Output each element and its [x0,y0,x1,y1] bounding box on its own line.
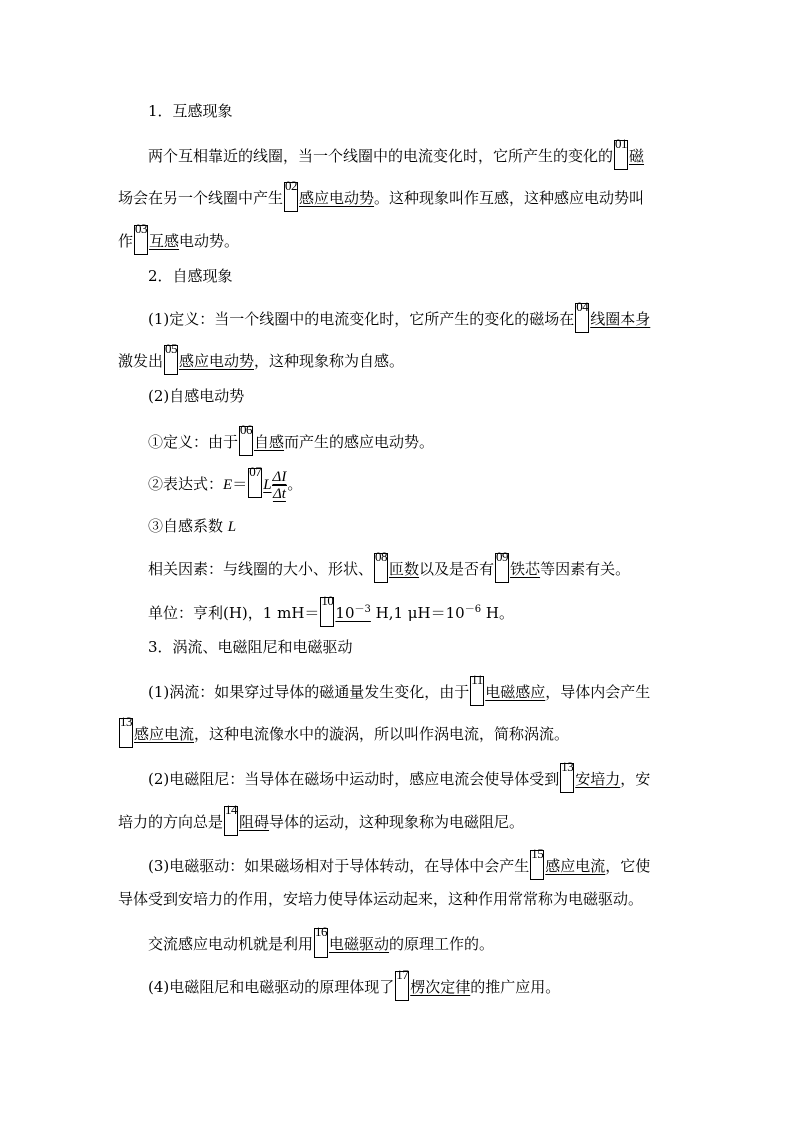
paragraph-line: (1)涡流：如果穿过导体的磁通量发生变化，由于 11 电磁感应，导体内会产生 [148,676,650,706]
blank-box: 09 [495,553,509,583]
fraction: $\frac{\Delta I}{\Delta t}$ [272,468,287,502]
answer-text: 电磁感应 [485,683,546,701]
blank-box: 08 [374,553,388,583]
blank-box: 04 [575,303,589,333]
paragraph-line: 导体受到安培力的作用，安培力使导体运动起来，这种作用常常称为电磁驱动。 [118,890,644,908]
blank-box: 15 [530,850,544,880]
blank-box: 13 [560,763,574,793]
answer-text: 互感 [149,232,180,250]
formula-line: ②表达式：E＝ 07 L $\frac{\Delta I}{\Delta t}$ 。 [148,464,303,502]
blank-box: 13 [119,718,133,748]
blank-box: 03 [134,225,148,255]
paragraph-line: (3)电磁驱动：如果磁场相对于导体转动，在导体中会产生 15 感应电流，它使 [148,850,650,880]
paragraph-line: 单位：亨利(H)，1 mH＝ 10 $10^{-3}$ H,1 $\mu H=10^{-6}$ H。 [148,597,514,627]
answer-text: 阻碍 [239,813,270,831]
paragraph-line: (4)电磁阻尼和电磁驱动的原理体现了 17 楞次定律的推广应用。 [148,971,560,1001]
paragraph-line: 相关因素：与线圈的大小、形状、 08 匝数以及是否有 09 铁芯等因素有关。 [148,553,630,583]
blank-box: 01 [614,140,628,170]
paragraph-line: 两个互相靠近的线圈，当一个线圈中的电流变化时，它所产生的变化的 01 磁 [148,140,644,170]
answer-text: 安培力 [575,770,621,788]
blank-box: 10 [320,597,334,627]
answer-text: 感应电流 [134,725,195,743]
answer-text: 电磁驱动 [329,935,390,953]
paragraph-line: 培力的方向总是 14 阻碍导体的运动，这种现象称为电磁阻尼。 [118,806,524,836]
paragraph-line: 13 感应电流，这种电流像水中的漩涡，所以叫作涡电流，简称涡流。 [118,718,569,748]
paragraph-line: (2)电磁阻尼：当导体在磁场中运动时，感应电流会使导体受到 13 安培力，安 [148,763,650,793]
blank-box: 07 [248,468,262,498]
paragraph-line: ①定义：由于 06 自感而产生的感应电动势。 [148,426,434,456]
paragraph-line: (1)定义：当一个线圈中的电流变化时，它所产生的变化的磁场在 04 线圈本身 [148,303,650,333]
blank-box: 17 [395,971,409,1001]
answer-text: 自感 [254,433,285,451]
answer-text: 匝数 [389,560,420,578]
answer-text: $10^{-3}$ [335,604,371,622]
section-1-heading: 1．互感现象 [148,102,233,120]
answer-text: 磁 [629,147,645,165]
blank-box: 02 [284,182,298,212]
paragraph-line: 场会在另一个线圈中产生 02 感应电动势。这种现象叫作互感，这种感应电动势叫 [118,182,644,212]
answer-text: 铁芯 [510,560,541,578]
blank-box: 11 [470,676,484,706]
paragraph-line: 交流感应电动机就是利用 16 电磁驱动的原理工作的。 [148,928,494,958]
answer-text: L [263,477,272,493]
subheading: ③自感系数 L [148,517,237,535]
answer-text: 感应电流 [545,857,606,875]
subheading: (2)自感电动势 [148,387,245,405]
section-3-heading: 3．涡流、电磁阻尼和电磁驱动 [148,638,353,656]
answer-text: 楞次定律 [410,978,471,996]
blank-box: 16 [314,928,328,958]
answer-text: 线圈本身 [590,310,651,328]
paragraph-line: 作 03 互感电动势。 [118,225,239,255]
blank-box: 14 [224,806,238,836]
paragraph-line: 激发出 05 感应电动势，这种现象称为自感。 [118,345,404,375]
blank-box: 06 [239,426,253,456]
blank-box: 05 [164,345,178,375]
section-2-heading: 2．自感现象 [148,267,233,285]
answer-text: 感应电动势 [299,189,375,207]
answer-text: 感应电动势 [179,352,255,370]
